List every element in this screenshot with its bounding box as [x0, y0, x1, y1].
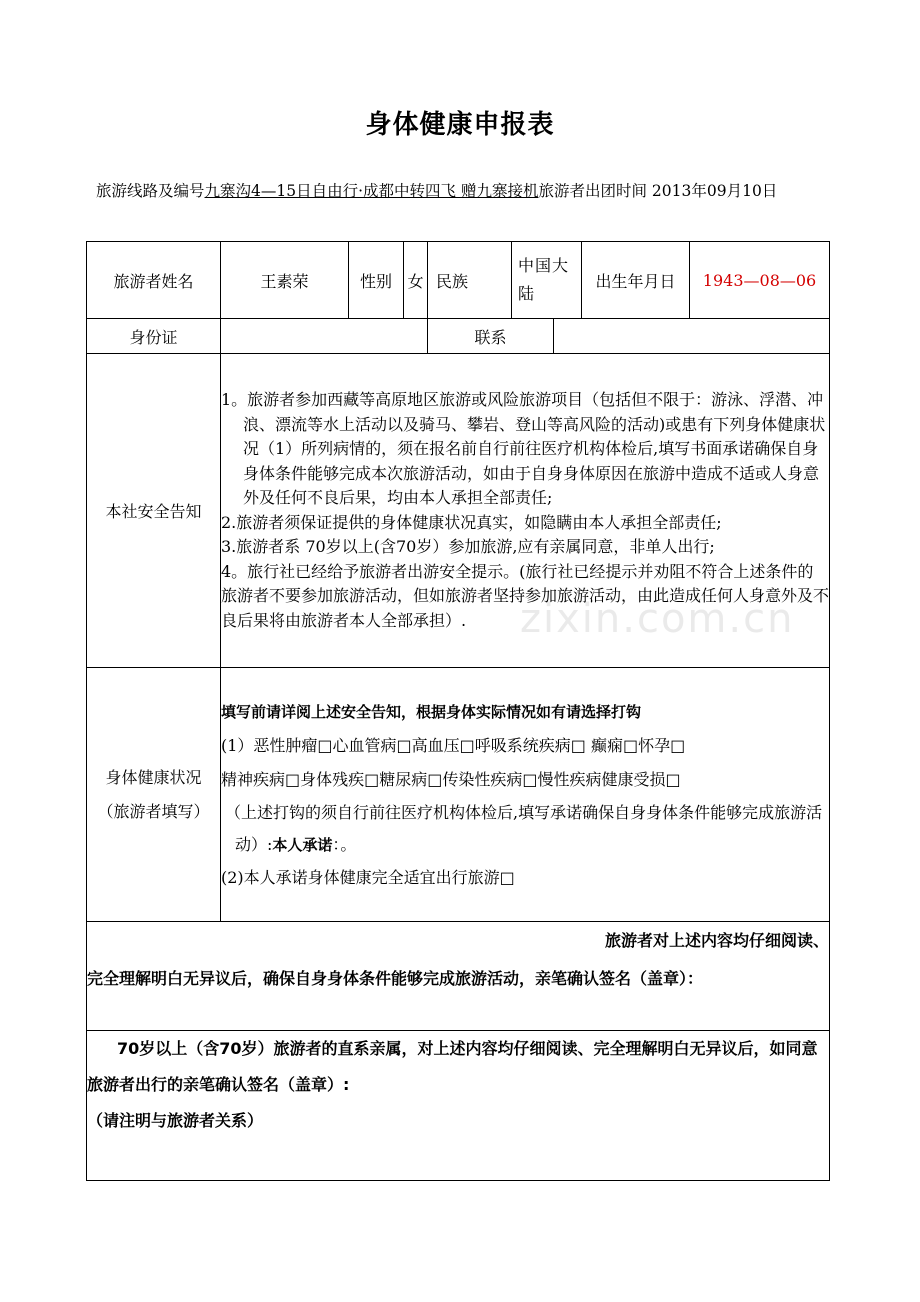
route-label: 旅游线路及编号: [96, 182, 205, 200]
traveler-confirmation-row: [87, 922, 830, 1031]
health-status-content: [221, 668, 830, 922]
relative-confirmation[interactable]: [87, 1031, 830, 1181]
safety-notice-row: [87, 354, 830, 668]
birth-value[interactable]: 1943—08—06: [690, 242, 830, 319]
health-declaration-table: [86, 241, 830, 1181]
traveler-confirm-line1: 旅游者对上述内容均仔细阅读、: [605, 931, 830, 950]
notice-item: 3.旅游者系 70岁以上(含70岁）参加旅游,应有亲属同意，非单人出行;: [221, 537, 715, 556]
commitment-note-text: （上述打钩的须自行前往医疗机构体检后,填写承诺确保自身身体条件能够完成旅游活动）:: [225, 802, 823, 854]
gender-label: 性别: [349, 242, 404, 319]
departure-label: 旅游者出团时间: [538, 182, 647, 200]
name-value[interactable]: 王素荣: [221, 242, 349, 319]
route-info: [96, 176, 836, 206]
watermark: zixin.com.cn: [520, 596, 795, 642]
commitment-note: [221, 797, 829, 861]
name-label: 旅游者姓名: [87, 242, 221, 319]
traveler-confirm-line2: 完全理解明白无异议后，确保自身身体条件能够完成旅游活动，亲笔确认签名（盖章）：: [87, 969, 704, 988]
commitment-label: 本人承诺: [272, 835, 333, 854]
notice-item: 1。旅游者参加西藏等高原地区旅游或风险旅游项目（包括但不限于：游泳、浮潜、冲浪、漂流等水上活动以及骑马、攀岩、登山等高风险的活动)或患有下列身体健康状况（1）所列病情的，须在报名前自行前往医疗机构体检后,填写书面承诺确保自身身体条件能够完成本次旅游活动，如由于自身身体原因在旅游中造成不适或人身意外及任何不良后果，均由本人承担全部责任;: [221, 390, 826, 507]
fit-to-travel-checkbox[interactable]: (2)本人承诺身体健康完全适宜出行旅游□: [221, 867, 515, 887]
ethnicity-label: 民族: [428, 242, 512, 319]
health-label-line2: （旅游者填写）: [97, 801, 210, 821]
traveler-confirmation[interactable]: [87, 922, 830, 1031]
notice-item: 2.旅游者须保证提供的身体健康状况真实，如隐瞒由本人承担全部责任;: [221, 512, 722, 532]
contact-label: 联系: [428, 319, 554, 354]
relative-confirm-text: 70岁以上（含70岁）旅游者的直系亲属，对上述内容均仔细阅读、完全理解明白无异议后，如同意旅游者出行的亲笔确认签名（盖章）:: [87, 1039, 818, 1094]
condition-checklist-1[interactable]: (1）恶性肿瘤□心血管病□高血压□呼吸系统疾病□ 癫痫□怀孕□: [221, 735, 686, 755]
safety-notice-label: 本社安全告知: [87, 354, 221, 668]
id-contact-row: [87, 319, 830, 354]
commitment-end: ：。: [332, 834, 357, 854]
route-value: 九寨沟4—15日自由行·成都中转四飞 赠九寨接机: [204, 182, 539, 200]
page-title: 身体健康申报表: [365, 110, 555, 140]
health-instruction: 填写前请详阅上述安全告知，根据身体实际情况如有请选择打钩: [221, 702, 642, 721]
birth-label: 出生年月日: [582, 242, 690, 319]
ethnicity-value[interactable]: 中国大陆: [512, 242, 582, 319]
health-status-label: [87, 668, 221, 922]
notice-item: 4。旅行社已经给予旅游者出游安全提示。(旅行社已经提示并劝阻不符合上述条件的旅游者不要参加旅游活动，但如旅游者坚持参加旅游活动，由此造成任何人身意外及不良后果将由旅游者本人全部承担）.: [221, 561, 830, 630]
condition-checklist-2[interactable]: 精神疾病□身体残疾□糖尿病□传染性疾病□慢性疾病健康受损□: [221, 769, 681, 789]
safety-notice-content: [221, 354, 830, 668]
health-label-line1: 身体健康状况: [105, 767, 202, 787]
gender-value[interactable]: 女: [404, 242, 428, 319]
id-label: 身份证: [87, 319, 221, 354]
id-value[interactable]: [221, 319, 428, 354]
relative-note: （请注明与旅游者关系）: [87, 1111, 264, 1130]
traveler-info-row: [87, 242, 830, 319]
health-status-row: [87, 668, 830, 922]
contact-value[interactable]: [554, 319, 830, 354]
departure-value: 2013年09月10日: [651, 182, 778, 200]
relative-confirmation-row: [87, 1031, 830, 1181]
